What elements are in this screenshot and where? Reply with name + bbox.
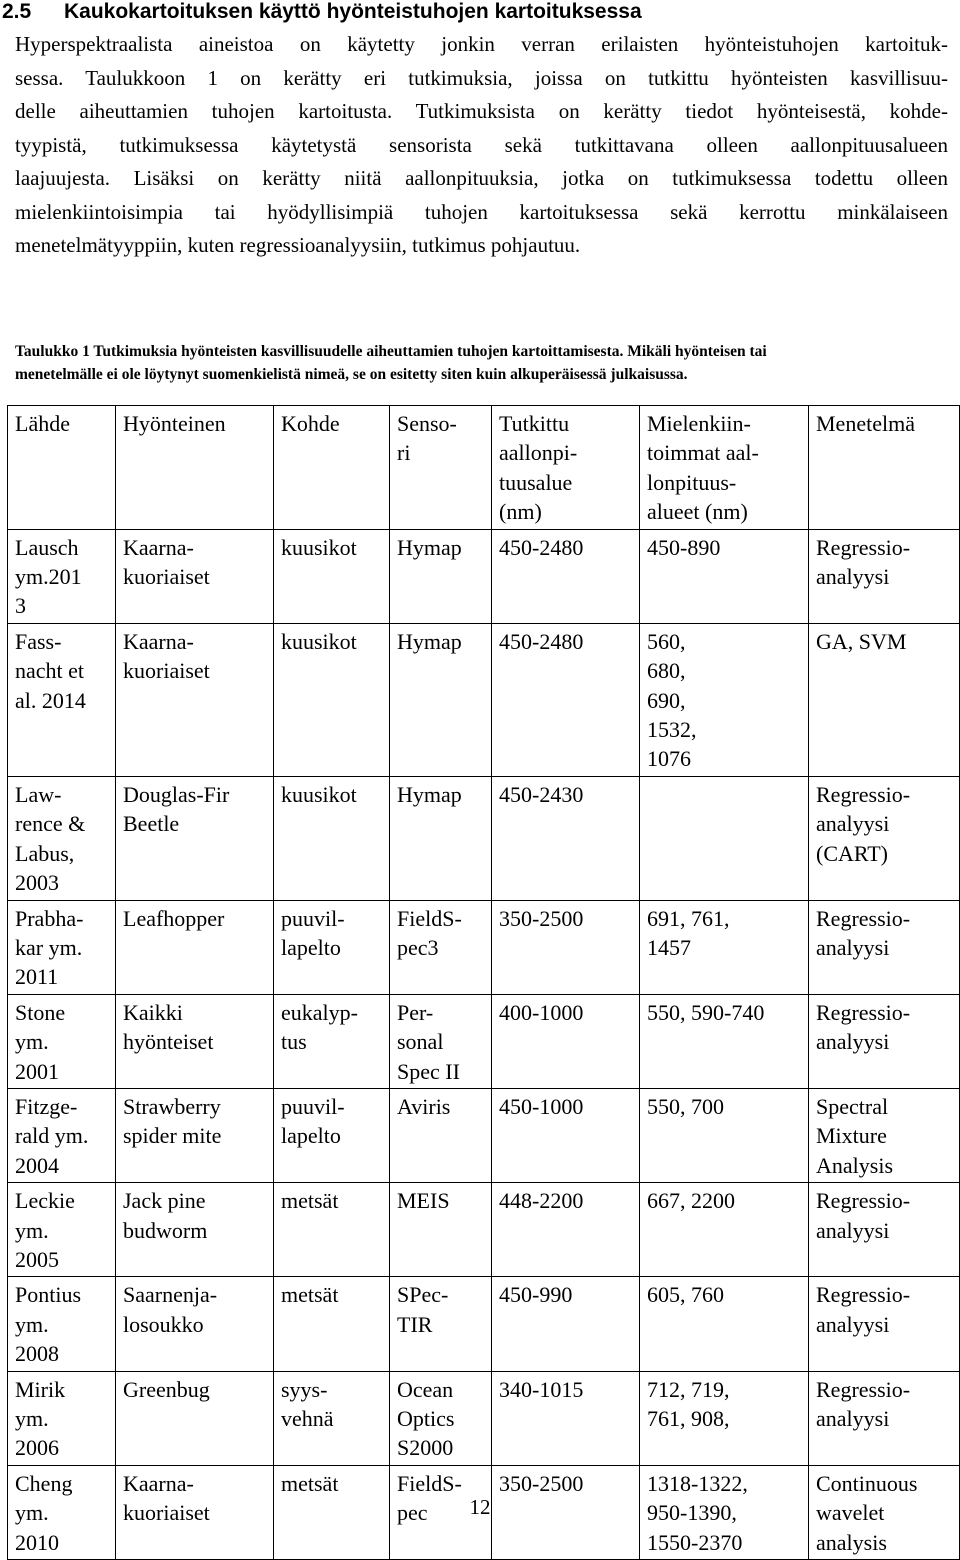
intro-line: tyypistä, tutkimuksessa käytetystä sensorista sekä tutkittavana olleen aallonpituusalueen	[15, 132, 948, 157]
table-cell	[492, 776, 640, 900]
cell-line: 450-2480	[499, 534, 584, 560]
cell-line: analysis	[816, 1529, 887, 1555]
cell-line: lapelto	[281, 1123, 341, 1149]
table-cell	[492, 994, 640, 1088]
table-cell	[492, 1371, 640, 1465]
table-cell	[116, 529, 274, 623]
cell-line: Analysis	[816, 1152, 893, 1178]
cell-line: Optics	[397, 1406, 455, 1431]
cell-line: Mixture	[816, 1123, 887, 1149]
cell-line: 2003	[15, 870, 59, 896]
cell-line: Douglas-Fir	[123, 781, 230, 807]
header-line: Lähde	[15, 411, 70, 436]
header-line: Senso-	[397, 411, 457, 436]
table-cell	[492, 529, 640, 623]
header-line: ri	[397, 440, 411, 466]
cell-line: 450-1000	[499, 1093, 584, 1119]
cell-line: Stone	[15, 999, 66, 1025]
table-cell	[390, 623, 492, 776]
table-cell	[640, 900, 809, 994]
table-cell	[640, 1183, 809, 1277]
cell-line: vehnä	[281, 1406, 334, 1431]
cell-line: al. 2014	[15, 687, 86, 713]
cell-line: FieldS-	[397, 1470, 462, 1496]
cell-line: 400-1000	[499, 999, 584, 1025]
cell-line: Cheng	[15, 1470, 73, 1496]
header-line: Kohde	[281, 411, 340, 436]
cell-line: Hymap	[397, 781, 462, 807]
cell-line: 712, 719,	[647, 1376, 730, 1402]
intro-line: mielenkiintoisimpia tai hyödyllisimpiä tuhojen kartoituksessa sekä kerrottu minkälaiseen	[15, 199, 948, 224]
table-cell	[116, 1371, 274, 1465]
cell-line: 1550-2370	[647, 1529, 743, 1555]
cell-line: Strawberry	[123, 1093, 221, 1119]
table-cell	[492, 623, 640, 776]
cell-line: syys-	[281, 1376, 328, 1402]
table-cell	[492, 900, 640, 994]
cell-line: kar ym.	[15, 934, 83, 960]
table-cell	[809, 529, 960, 623]
table-cell	[809, 1183, 960, 1277]
cell-word: 560,	[647, 628, 686, 654]
table-cell	[8, 1371, 116, 1465]
table-header-cell	[8, 406, 116, 530]
cell-line: kuoriaiset	[123, 1500, 210, 1526]
table-cell	[8, 529, 116, 623]
cell-line: Labus,	[15, 840, 75, 866]
cell-line: Ocean	[397, 1376, 454, 1402]
table-row	[8, 900, 960, 994]
cell-line: Kaikki	[123, 999, 183, 1025]
cell-line: SPec-	[397, 1282, 449, 1308]
cell-line: Fass-	[15, 628, 62, 654]
page-number: 12	[469, 1495, 491, 1519]
cell-line: lapelto	[281, 934, 341, 960]
cell-line: 605, 760	[647, 1282, 724, 1308]
cell-line: (CART)	[816, 840, 889, 866]
table-cell	[809, 1371, 960, 1465]
cell-line: Spec II	[397, 1058, 460, 1084]
table-cell	[640, 994, 809, 1088]
cell-line: Prabha-	[15, 905, 84, 931]
cell-line	[647, 686, 802, 745]
cell-line: 761, 908,	[647, 1406, 730, 1431]
cell-line: 2004	[15, 1152, 59, 1178]
table-cell	[116, 900, 274, 994]
table-cell	[390, 900, 492, 994]
cell-line: Regressio-	[816, 534, 911, 560]
cell-line: ym.201	[15, 564, 82, 590]
cell-line: kuusikot	[281, 534, 357, 560]
intro-line: delle aiheuttamien tuhojen kartoitusta. Tutkimuksista on kerätty tiedot hyönteisestä, kohde-	[15, 99, 948, 123]
header-line: alueet (nm)	[647, 499, 748, 525]
table-cell	[8, 776, 116, 900]
caption-line: Taulukko 1 Tutkimuksia hyönteisten kasvillisuudelle aiheuttamien tuhojen kartoittamisesta. Mikäli hyönteisen tai	[15, 343, 767, 360]
cell-line: kuusikot	[281, 628, 357, 654]
cell-line: wavelet	[816, 1500, 885, 1526]
cell-line: Leckie	[15, 1188, 75, 1214]
cell-line: 950-1390,	[647, 1500, 737, 1526]
cell-line: Kaarna-	[123, 628, 194, 654]
table-row	[8, 1371, 960, 1465]
table-header-row	[8, 406, 960, 530]
cell-line: GA, SVM	[816, 628, 907, 654]
cell-line: Regressio-	[816, 905, 911, 931]
intro-line: laajuujesta. Lisäksi on kerätty niitä aallonpituuksia, jotka on tutkimuksessa todettu olleen	[15, 166, 948, 190]
table-cell	[8, 900, 116, 994]
table-cell	[809, 1088, 960, 1182]
cell-line: metsät	[281, 1470, 339, 1496]
cell-line: TIR	[397, 1311, 433, 1337]
cell-line	[647, 627, 802, 686]
cell-line: pec3	[397, 934, 439, 960]
cell-word: 1532,	[647, 717, 697, 743]
cell-line: pec	[397, 1500, 428, 1526]
cell-line: analyysi	[816, 934, 890, 960]
table-cell	[274, 994, 390, 1088]
cell-line: Regressio-	[816, 781, 911, 807]
table-cell	[274, 1088, 390, 1182]
cell-line: Pontius	[15, 1282, 82, 1308]
table-header-cell	[390, 406, 492, 530]
cell-line: ym.	[15, 1500, 49, 1526]
cell-line: analyysi	[816, 1029, 890, 1055]
table-cell	[390, 1183, 492, 1277]
cell-line: 691, 761,	[647, 905, 730, 931]
table-cell	[492, 1183, 640, 1277]
cell-line: kuoriaiset	[123, 564, 210, 590]
table-body	[8, 529, 960, 1559]
table-row	[8, 529, 960, 623]
table-row	[8, 1088, 960, 1182]
cell-line: hyönteiset	[123, 1029, 214, 1055]
cell-line: 450-890	[647, 534, 721, 560]
cell-line: ym.	[15, 1029, 49, 1055]
table-cell	[809, 776, 960, 900]
table-caption	[15, 340, 948, 386]
cell-line: 1318-1322,	[647, 1470, 748, 1496]
table-cell	[809, 623, 960, 776]
table-row	[8, 1277, 960, 1371]
table-cell	[492, 1277, 640, 1371]
cell-line: Per-	[397, 999, 434, 1025]
cell-line: 667, 2200	[647, 1188, 735, 1214]
cell-line: 550, 590-740	[647, 999, 765, 1025]
header-line: (nm)	[499, 499, 542, 525]
intro-line: menetelmätyyppiin, kuten regressioanalyysiin, tutkimus pohjautuu.	[15, 233, 581, 257]
cell-line: puuvil-	[281, 1093, 345, 1119]
table-header-cell	[640, 406, 809, 530]
table-cell	[640, 1088, 809, 1182]
table-header-cell	[116, 406, 274, 530]
cell-line: spider mite	[123, 1123, 222, 1149]
cell-line: 350-2500	[499, 1470, 584, 1496]
table-cell	[640, 529, 809, 623]
cell-line: 3	[15, 593, 26, 619]
table-row	[8, 776, 960, 900]
table-row	[8, 994, 960, 1088]
cell-line: Regressio-	[816, 999, 911, 1025]
cell-line: metsät	[281, 1282, 339, 1308]
intro-paragraph	[15, 28, 948, 263]
cell-line: 1457	[647, 934, 691, 960]
cell-line: MEIS	[397, 1188, 450, 1214]
cell-line: 450-990	[499, 1282, 573, 1308]
cell-line: ym.	[15, 1406, 49, 1431]
section-heading	[0, 0, 960, 26]
cell-line: Kaarna-	[123, 1470, 194, 1496]
table-cell	[274, 529, 390, 623]
header-line: toimmat aal-	[647, 440, 759, 466]
cell-line: Continuous	[816, 1470, 918, 1496]
cell-line: Leafhopper	[123, 905, 225, 931]
cell-line: analyysi	[816, 564, 890, 590]
cell-line: 448-2200	[499, 1188, 584, 1214]
cell-line: Hymap	[397, 534, 462, 560]
table-cell	[274, 1371, 390, 1465]
cell-line: Hymap	[397, 628, 462, 654]
cell-line: rald ym.	[15, 1123, 89, 1149]
table-cell	[116, 1088, 274, 1182]
table-cell	[390, 994, 492, 1088]
cell-line: kuusikot	[281, 781, 357, 807]
table-cell	[390, 776, 492, 900]
cell-line: 350-2500	[499, 905, 584, 931]
cell-line: Law-	[15, 781, 62, 807]
table-cell	[116, 1183, 274, 1277]
table-cell	[116, 994, 274, 1088]
table-cell	[8, 994, 116, 1088]
table-cell	[492, 1088, 640, 1182]
table-cell	[390, 1277, 492, 1371]
cell-line: ym.	[15, 1311, 49, 1337]
cell-line: 340-1015	[499, 1376, 584, 1402]
cell-line: Kaarna-	[123, 534, 194, 560]
cell-line: S2000	[397, 1435, 454, 1461]
cell-line: 2001	[15, 1058, 59, 1084]
header-line: Tutkittu	[499, 411, 570, 436]
cell-line: metsät	[281, 1188, 339, 1214]
cell-line: FieldS-	[397, 905, 462, 931]
table-row	[8, 623, 960, 776]
table-cell	[116, 1277, 274, 1371]
cell-line: sonal	[397, 1029, 444, 1055]
cell-line: puuvil-	[281, 905, 345, 931]
section-title: Kaukokartoituksen käyttö hyönteistuhojen kartoituksessa	[64, 0, 642, 23]
cell-line: Saarnenja-	[123, 1282, 218, 1308]
cell-line: Regressio-	[816, 1376, 911, 1402]
cell-line: tus	[281, 1029, 307, 1055]
cell-line: 2006	[15, 1435, 59, 1461]
header-line: Hyönteinen	[123, 411, 226, 436]
cell-line: kuoriaiset	[123, 658, 210, 684]
cell-word: 690,	[647, 687, 686, 713]
section-number: 2.5	[2, 0, 32, 23]
table-cell	[809, 994, 960, 1088]
table-cell	[8, 1183, 116, 1277]
table-cell	[274, 623, 390, 776]
cell-line: ym.	[15, 1217, 49, 1243]
cell-line: Regressio-	[816, 1188, 911, 1214]
table-cell	[640, 776, 809, 900]
cell-line: 1076	[647, 746, 691, 772]
header-line: Menetelmä	[816, 411, 915, 436]
header-line: tuusalue	[499, 469, 573, 495]
header-line: aallonpi-	[499, 440, 578, 466]
cell-line: analyysi	[816, 1217, 890, 1243]
cell-line: budworm	[123, 1217, 208, 1243]
cell-line: Regressio-	[816, 1282, 911, 1308]
cell-line: 2011	[15, 964, 59, 990]
cell-line: 550, 700	[647, 1093, 724, 1119]
table-cell	[116, 776, 274, 900]
cell-line: analyysi	[816, 811, 890, 837]
table-cell	[274, 900, 390, 994]
caption-line: menetelmälle ei ole löytynyt suomenkielistä nimeä, se on esitetty siten kuin alkuperäisessä julkaisussa.	[15, 366, 688, 383]
table-cell	[640, 623, 809, 776]
insect-damage-table	[7, 405, 960, 1560]
cell-line: analyysi	[816, 1406, 890, 1431]
table-cell	[390, 1088, 492, 1182]
intro-line: sessa. Taulukkoon 1 on kerätty eri tutkimuksia, joissa on tutkittu hyönteisten kasvillisuu-	[15, 65, 948, 90]
table-cell	[8, 623, 116, 776]
header-line: lonpituus-	[647, 469, 737, 495]
cell-line: Jack pine	[123, 1188, 206, 1214]
cell-line: 2005	[15, 1246, 59, 1272]
intro-line: Hyperspektraalista aineistoa on käytetty jonkin verran erilaisten hyönteistuhojen kartoituk-	[15, 32, 948, 56]
cell-line: Spectral	[816, 1093, 889, 1119]
cell-word: 680,	[647, 658, 686, 684]
table-cell	[8, 1088, 116, 1182]
cell-line: analyysi	[816, 1311, 890, 1337]
cell-line: Greenbug	[123, 1376, 210, 1402]
table-cell	[390, 1371, 492, 1465]
cell-line: nacht et	[15, 658, 85, 684]
header-line: Mielenkiin-	[647, 411, 751, 436]
cell-line: 2008	[15, 1341, 59, 1367]
cell-line: eukalyp-	[281, 999, 358, 1025]
cell-line: Fitzge-	[15, 1093, 78, 1119]
cell-line: Beetle	[123, 811, 180, 837]
table-cell	[274, 776, 390, 900]
table-cell	[809, 1277, 960, 1371]
table-cell	[640, 1277, 809, 1371]
table-cell	[809, 900, 960, 994]
cell-line: 450-2480	[499, 628, 584, 654]
cell-line: losoukko	[123, 1311, 204, 1337]
cell-line: Aviris	[397, 1093, 451, 1119]
table-cell	[640, 1371, 809, 1465]
table-cell	[8, 1277, 116, 1371]
table-header-cell	[274, 406, 390, 530]
table-header-cell	[809, 406, 960, 530]
cell-line: 2010	[15, 1529, 59, 1555]
table-header-cell	[492, 406, 640, 530]
table-cell	[390, 529, 492, 623]
cell-line: Lausch	[15, 534, 79, 560]
table-cell	[274, 1277, 390, 1371]
table-cell	[274, 1183, 390, 1277]
cell-line: rence &	[15, 811, 86, 837]
table-row	[8, 1183, 960, 1277]
cell-line: 450-2430	[499, 781, 584, 807]
table-cell	[116, 623, 274, 776]
cell-line: Mirik	[15, 1376, 66, 1402]
